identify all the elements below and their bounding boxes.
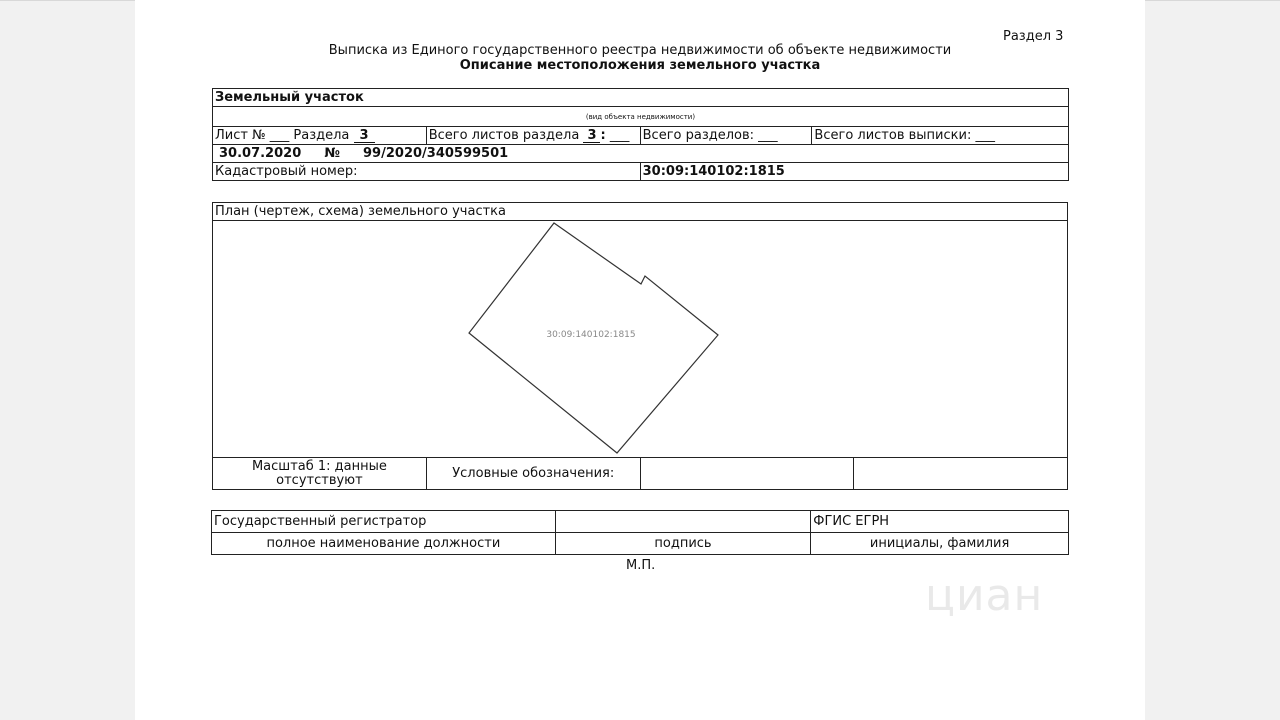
cadastral-number: 30:09:140102:1815 xyxy=(640,163,1068,181)
total-sheets-section-label: Всего листов раздела xyxy=(428,128,580,143)
registrar-label: Государственный регистратор xyxy=(212,511,556,533)
object-type: Земельный участок xyxy=(213,89,1069,107)
object-type-caption: (вид объекта недвижимости) xyxy=(213,107,1069,127)
total-sections-label: Всего разделов: xyxy=(642,128,755,143)
total-sheets-extract-blank: ___ xyxy=(975,128,995,143)
document-subtitle: Описание местоположения земельного участка xyxy=(459,58,821,73)
legend-label: Условные обозначения: xyxy=(426,458,640,490)
legend-cell-2 xyxy=(854,458,1068,490)
system-label: ФГИС ЕГРН xyxy=(811,511,1069,533)
scale-cell: Масштаб 1: данные отсутствуют xyxy=(213,458,427,490)
parcel-label: 30:09:140102:1815 xyxy=(546,330,636,340)
extract-date: 30.07.2020 xyxy=(219,146,302,161)
total-sections-cell xyxy=(640,127,812,145)
signature-cell xyxy=(555,511,811,533)
total-sections-blank: ___ xyxy=(758,128,778,143)
date-number-row xyxy=(213,145,1069,163)
sheet-number-cell xyxy=(213,127,427,145)
extract-number: 99/2020/340599501 xyxy=(363,146,509,161)
total-sheets-extract-cell xyxy=(812,127,1069,145)
position-caption: полное наименование должности xyxy=(212,533,556,555)
cian-watermark: циан xyxy=(925,570,1044,621)
object-info-table xyxy=(212,88,1069,181)
section-label: Раздел 3 xyxy=(1003,29,1064,44)
signature-table xyxy=(211,510,1069,555)
section-number-label: Раздела xyxy=(293,128,350,143)
total-sheets-section-value: 3 xyxy=(583,129,600,143)
parcel-drawing xyxy=(213,221,1067,457)
legend-cell-1 xyxy=(640,458,854,490)
plan-title: План (чертеж, схема) земельного участка xyxy=(213,203,1068,221)
number-label: № xyxy=(324,146,340,161)
total-sheets-extract-label: Всего листов выписки: xyxy=(814,128,972,143)
signature-caption: подпись xyxy=(555,533,811,555)
section-number-value: 3 xyxy=(354,129,375,143)
sheet-label: Лист № xyxy=(215,128,266,143)
stamp-label: М.П. xyxy=(626,558,656,573)
total-sheets-section-cell: Всего листов раздела 3 : ___ xyxy=(426,127,640,145)
plan-table xyxy=(212,202,1068,490)
sheet-blank: ___ xyxy=(269,128,290,143)
cadastral-label: Кадастровый номер: xyxy=(213,163,641,181)
name-caption: инициалы, фамилия xyxy=(811,533,1069,555)
plan-drawing-area xyxy=(213,221,1068,458)
total-sheets-section-blank: ___ xyxy=(609,128,630,143)
document-title: Выписка из Единого государственного реестра недвижимости об объекте недвижимости xyxy=(328,43,952,58)
